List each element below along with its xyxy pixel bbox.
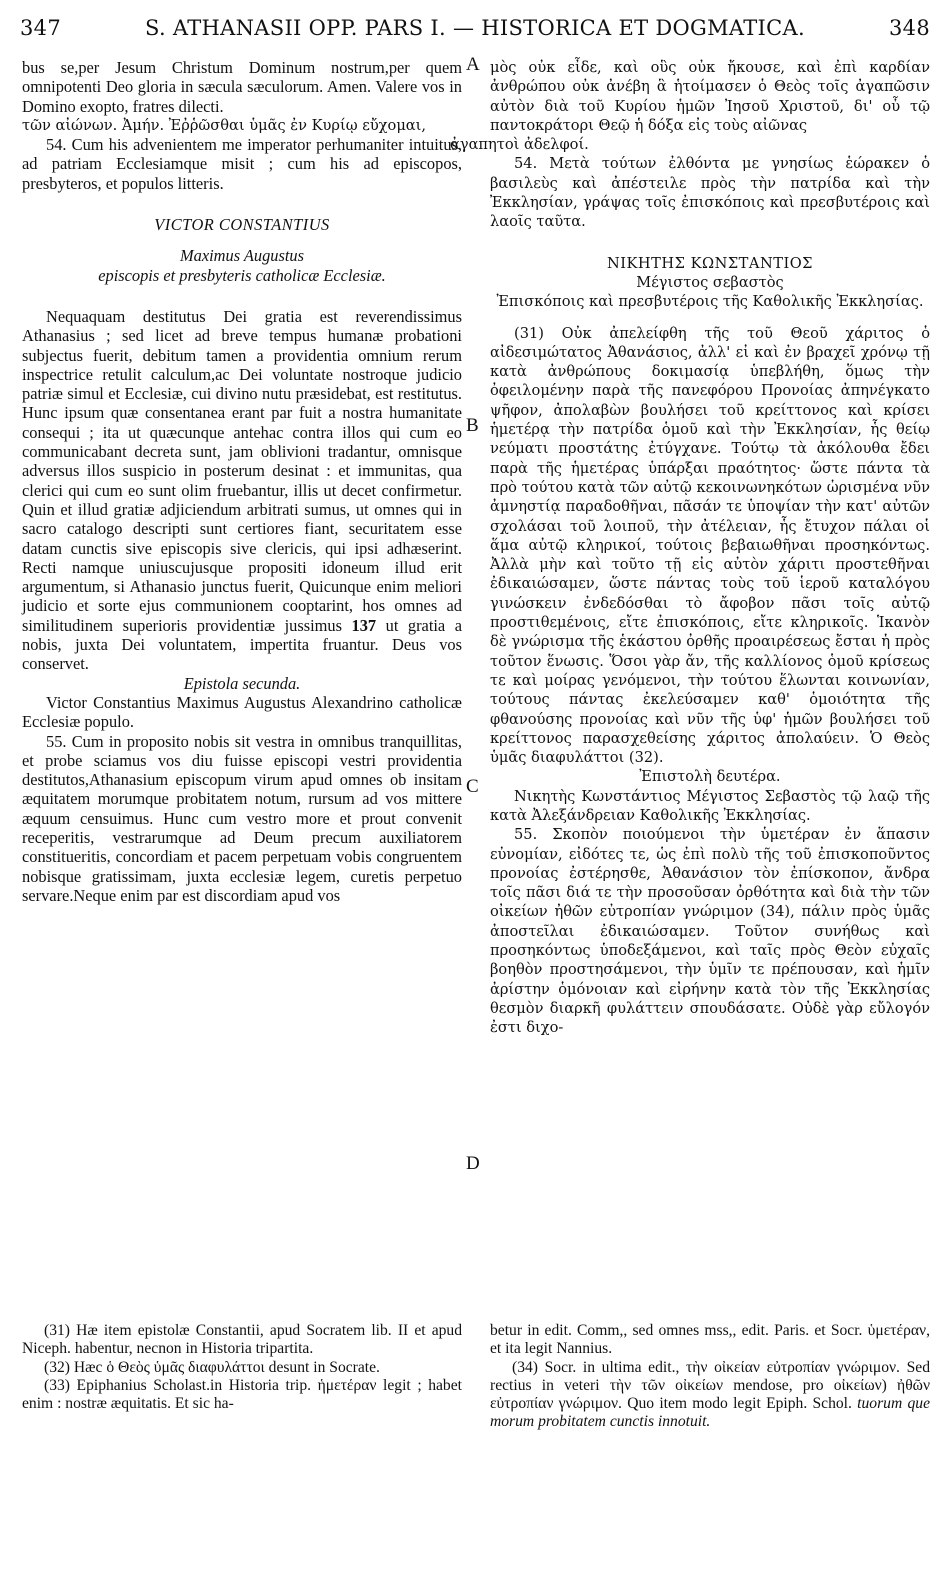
greek-paragraph-55: 55. Σκοπὸν ποιούμενοι τὴν ὑμετέραν ἐν ἅπασιν εὐνομίαν, εἰδότες τε, ὡς ἐπὶ πολὺ τῆς τοῦ ἐπισκοποῦντος προνοίας ἐστέρησθε, Ἀθανάσιον τὸν ἐπίσκοπον, ἄνδρα τοῖς πᾶσι διά τε τὴν προσοῦσαν ὀρθότητα καὶ διὰ τὴν τῶν οἰκείων ἠθῶν εὐτροπίαν γνώριμον (34), πάλιν πρὸς ὑμᾶς ἀποστεῖλαι ἐδικαιώσαμεν. Τοῦτον συνήθως καὶ προσηκόντως ὑποδεξάμενοι, καὶ ταῖς πρὸς Θεὸν εὐχαῖς βοηθὸν προστησάμενοι, τὴν ὑμῖν τε πρέπουσαν, καὶ ἡμῖν ἀρίστην ὁμόνοιαν καὶ εἰρήνην κατὰ τὸν τῆς Ἐκκλησίας θεσμὸν διαρκῆ φυλάττειν σπουδάσατε. Οὐδὲ γὰρ εὔλογόν ἐστι διχο- (490, 826, 930, 1037)
greek-paragraph-1-tail: ἀγαπητοὶ ἀδελφοί. (450, 136, 589, 154)
footnote-33: (33) Epiphanius Scholast.in Historia trip. ἡμετέραν legit ; habet enim : nostræ æquitatis. Et sic ha- (22, 1376, 462, 1413)
latin-paragraph-54: 54. Cum his advenientem me imperator perhumaniter intuitus, ad patriam Ecclesiamque misit ; cum his ad episcopos, presbyteros, et populos litteris. (22, 135, 462, 193)
margin-marker-b: B (466, 415, 479, 436)
running-header (20, 8, 930, 48)
latin-paragraph-55: 55. Cum in proposito nobis sit vestra in omnibus tranquillitas, et probe sciamus vos diu fuisse episcopi vestri providentia destitutos,Athanasium episcopum virum apud omnes ob insitam æquitatem morumque probitatem notum, rursum ad vos mittere æquum censuimus. Hunc cum vestro more et prout convenit receperitis, vestrarumque ad Deum precum auxiliatorem constitueritis, concordiam et pacem perpetuam vobis congruentem nobisque gratissimam, juxta ecclesiæ legem, curetis perpetuo servare.Neque enim par est discordiam apud vos (22, 731, 462, 905)
page-number-left: 347 (20, 16, 61, 40)
latin-paragraph-letter-1-b: ut gratia a nobis, juxta Dei voluntatem, impertita fruantur. Deus vos conservet. (22, 615, 463, 674)
greek-epistola-address: Νικητὴς Κωνστάντιος Μέγιστος Σεβαστὸς τῷ λαῷ τῆς κατὰ Ἀλεξάνδρειαν Καθολικῆς Ἐκκλησίας. (490, 787, 930, 824)
latin-epistola-address: Victor Constantius Maximus Augustus Alexandrino catholicæ Ecclesiæ populo. (22, 692, 462, 732)
footnote-33-continued: betur in edit. Comm,, sed omnes mss,, edit. Paris. et Socr. ὑμετέραν, et ita legit Nannius. (490, 1322, 930, 1358)
latin-paragraph-letter-1-a: Nequaquam destitutus Dei gratia est reverendissimus Athanasius ; sed licet ad breve tempus humanæ probationi subjectus fuerit, debitum tamen a providentia omnium rerum inspectrice retulit calculum,ac Dei voluntate nostroque judicio patriæ simul et Ecclesiæ, cui divino nutu præsidebat, est restitutus. Hunc ipsum quæ consentanea erant par fuit a nostra humanitate consequi ; ita ut quæcunque antehac contra illos qui cum eo communicabant decreta sunt, jam oblivioni tradantur, omnisque adversus illos suspicio in posterum desinat : et immunitas, qua clerici qui cum eo sunt olim fruebantur, illis ut decet confirmetur. Quin et illud gratiæ adjiciendum arbitrati sumus, ut omnes qui in sacro catalogo descripti sunt certiores fiant, securitatem esse datam cunctis sive episcopis sive clericis, qui ipsi adhæserint. Recti namque uniuscujusque propositi idoneum illud erit argumentum, si Athanasio junctus fuerit, Quicunque enim meliori judicio et sorte ejus communionem cooptarint, hos omnes ad similitudinem superioris providentiæ jussimus (22, 306, 462, 635)
greek-paragraph-1: μὸς οὐκ εἶδε, καὶ οὓς οὐκ ἤκουσε, καὶ ἐπὶ καρδίαν ἀνθρώπου οὐκ ἀνέβη ἃ ἡτοίμασεν ὁ Θεὸς τοῖς ἀγαπῶσιν αὐτὸν διὰ τοῦ Κυρίου ἡμῶν Ἰησοῦ Χριστοῦ, δι' οὗ τῷ παντοκράτορι Θεῷ ἡ δόξα εἰς τοὺς αἰῶνας (490, 59, 930, 134)
greek-letter-heading: ΝΙΚΗΤΗΣ ΚΩΝΣΤΑΝΤΙΟΣ (607, 254, 813, 272)
footnote-31: (31) Hæ item epistolæ Constantii, apud Socratem lib. II et apud Niceph. habentur, necnon in Historia tripartita. (22, 1322, 462, 1358)
footnote-34 (490, 1359, 930, 1432)
latin-epistola-secunda: Epistola secunda. (183, 673, 301, 693)
footnote-34-text: (34) Socr. in ultima edit., τὴν οἰκείαν εὐτροπίαν γνώριμον. Sed rectius in veteri τὴν τῶν οἰκείων mendose, pro οἰκείων) ἠθῶν εὐτροπίαν γνώριμον. Quo item modo legit Epiph. Schol. (490, 1358, 930, 1413)
footnotes-right (490, 1322, 930, 1432)
margin-marker-c: C (466, 776, 479, 797)
margin-marker-d: D (466, 1153, 480, 1174)
latin-letter-sub-2: episcopis et presbyteris catholicæ Ecclesiæ. (98, 265, 386, 285)
latin-column (22, 58, 462, 905)
latin-greek-tail: τῶν αἰώνων. Ἀμήν. Ἐῤῥῶσθαι ὑμᾶς ἐν Κυρίῳ εὔχομαι, (22, 116, 427, 134)
greek-epistola-secunda: Ἐπιστολὴ δευτέρα. (639, 768, 781, 786)
footnote-32: (32) Hæc ὁ Θεὸς ὑμᾶς διαφυλάττοι desunt in Socrate. (44, 1358, 380, 1376)
footnote-34-italic: tuorum que morum probitatem cunctis innotuit. (490, 1395, 931, 1431)
latin-page-ref: 137 (351, 615, 377, 635)
latin-letter-sub-1: Maximus Augustus (180, 246, 304, 266)
footnotes-left (22, 1322, 462, 1413)
latin-letter-heading: VICTOR CONSTANTIUS (154, 215, 330, 235)
latin-paragraph-letter-1 (22, 307, 462, 674)
greek-column (450, 58, 930, 1038)
running-title: S. ATHANASII OPP. PARS I. — HISTORICA ET DOGMATICA. (145, 16, 805, 40)
greek-paragraph-letter-1: (31) Οὐκ ἀπελείφθη τῆς τοῦ Θεοῦ χάριτος ὁ αἰδεσιμώτατος Ἀθανάσιος, ἀλλ' εἰ καὶ ἐν βραχεῖ χρόνῳ τῇ κατὰ ἀνθρώπους δοκιμασίᾳ ὑπεβλήθη, ὅμως τὴν ὀφειλομένην παρὰ τῆς πανεφόρου Προνοίας ἀπηνέγκατο ψῆφον, ἀπολαβὼν βουλήσει τοῦ κρείττονος καὶ κρίσει ἡμετέρᾳ τὴν πατρίδα ὁμοῦ καὶ τὴν Ἐκκλησίαν, ἧς θείῳ νεύματι προστάτης ἐτύγχανε. Τούτῳ τὰ ἀκόλουθα ἔδει παρὰ τῆς ἡμετέρας ὑπάρξαι πραότητος· ὥστε πάντα τὰ πρὸ τούτου κατὰ τῶν αὐτῷ κεκοινωνηκότων ὡρισμένα νῦν ἀμνηστίᾳ παραδοθῆναι, πᾶσάν τε ὑποψίαν τὴν κατ' αὐτῶν σχολάσαι τοῦ λοιποῦ, τὴν ἀτέλειαν, ἧς ἔτυχον πάλαι οἱ ἅμα αὐτῷ κληρικοί, τούτοις βεβαιωθῆναι προσηκόντως. Ἀλλὰ μὴν καὶ τοῦτο τῇ εἰς αὐτὸν χάριτι προστεθῆναι ἐδικαιώσαμεν, ὥστε πάντας τοὺς τοῦ ἱεροῦ καταλόγου γινώσκειν ἐνδεδόσθαι τὸ ἄφοβον πᾶσι τοῖς αὐτῷ προστιθεμένοις, εἴτε ἐπισκόποις, εἴτε κληρικοῖς. Ἱκανὸν δὲ γνώρισμα τῆς ἑκάστου ὀρθῆς προαιρέσεως ἔσται ἡ πρὸς τοῦτον ἕνωσις. Ὅσοι γὰρ ἄν, τῆς καλλίονος ὁμοῦ κρίσεως τε καὶ μοίρας γενόμενοι, τὴν τούτου ἕλωνται κοινωνίαν, τούτους πάντας ἐκελεύσαμεν καθ' ὁμοιότητα τῆς φθανούσης προνοίας καὶ νῦν τῆς ὑφ' ἡμῶν βουλήσει τοῦ κρείττονος παρασχεθείσης χάριτος ἀπολαύειν. Ὁ Θεὸς ὑμᾶς διαφυλάττοι (32). (490, 324, 930, 767)
greek-letter-sub-1: Μέγιστος σεβαστὸς (636, 273, 784, 291)
greek-letter-sub-2: Ἐπισκόποις καὶ πρεσβυτέροις τῆς Καθολικῆς Ἐκκλησίας. (496, 293, 924, 311)
margin-marker-a: A (466, 54, 480, 75)
latin-paragraph-1: bus se,per Jesum Christum Dominum nostrum,per quem omnipotenti Deo gloria in sæcula sæculorum. Amen. Valere vos in Domino exopto, fratres dilecti. (22, 58, 462, 116)
page-number-right: 348 (889, 16, 930, 40)
greek-paragraph-54: 54. Μετὰ τούτων ἐλθόντα με γνησίως ἑώρακεν ὁ βασιλεὺς καὶ ἀπέστειλε πρὸς τὴν πατρίδα καὶ τὴν Ἐκκλησίαν, γράψας τοῖς ἐπισκόποις καὶ πρεσβυτέροις καὶ λαοῖς ταῦτα. (490, 155, 930, 231)
